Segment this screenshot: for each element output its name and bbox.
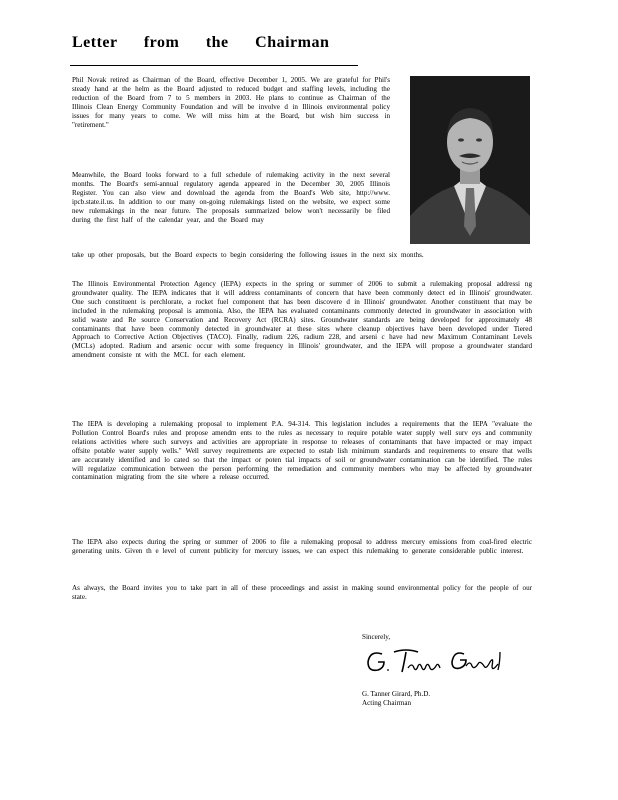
- portrait-photo: [410, 76, 530, 244]
- signer-block: [362, 690, 430, 708]
- signature-graphic: [360, 642, 520, 682]
- paragraph-6: As always, the Board invites you to take part in all of these proceedings and assist in making sound environmental policy for the people of our state.: [72, 584, 532, 601]
- closing: Sincerely,: [362, 633, 391, 641]
- title-underline: [70, 65, 358, 66]
- letter-title: Letter from the Chairman: [72, 34, 330, 51]
- portrait-illustration: [410, 76, 530, 244]
- paragraph-2: Meanwhile, the Board looks forward to a full schedule of rulemaking activity in the next several months. The Board's semi-annual regulatory agenda appeared in the December 30, 2005 Illinois Register. You can also view and download the agenda from the Board's Web site, http://www. ipcb.state.il.us. In addition to our many on-going rulemakings listed on the website, we expect some new rulemakings in the near future. The proposals summarized below won't necessarily be filed during the first half of the calendar year, and the Board may: [72, 171, 390, 224]
- paragraph-4: The IEPA is developing a rulemaking proposal to implement P.A. 94-314. This legislation includes a requirements that the IEPA "evaluate the Pollution Control Board's rules and propose amendm ents to the rules as necessary to require potable water supply well surv eys and community relations activities where such surveys and activities are appropriate in response to releases of contaminants that have impacted or may impact offsite potable water supply wells." Well survey requirements are expected to estab lish minimum standards and requirements to ensure that wells are accurately identified and lo cated so that the impact or poten tial impacts of soil or groundwater contamination can be identified. The rules will regulatize communication between the person performing the remediation and community members who may be affected by groundwater contamination migrating from the site where a release occurred.: [72, 420, 532, 482]
- paragraph-1: Phil Novak retired as Chairman of the Board, effective December 1, 2005. We are grateful for Phil's steady hand at the helm as the Board adjusted to reduced budget and staffing levels, including the reduction of the Board from 7 to 5 members in 2003. He plans to continue as Chairman of the Illinois Clean Energy Community Foundation and will be involve d in Illinois environmental policy issues for many years to come. We will miss him at the Board, but wish him success in "retirement.": [72, 76, 390, 129]
- signer-name: G. Tanner Girard, Ph.D.: [362, 690, 431, 698]
- signer-title: Acting Chairman: [362, 699, 412, 707]
- signature-handwritten: [360, 642, 520, 682]
- paragraph-5: The IEPA also expects during the spring or summer of 2006 to file a rulemaking proposal to address mercury emissions from coal-fired electric generating units. Given th e level of current publicity for mercury issues, we can expect this rulemaking to generate considerable public interest.: [72, 538, 532, 555]
- paragraph-2-continued: take up other proposals, but the Board expects to begin considering the following issues in the next six months.: [72, 251, 424, 259]
- paragraph-3: The Illinois Environmental Protection Agency (IEPA) expects in the spring or summer of 2006 to submit a rulemaking proposal addressi ng groundwater quality. The IEPA indicates that it will address contaminants of concern that have been commonly detect ed in Illinois' groundwater. One such constituent is perchlorate, a rocket fuel component that has been discovere d in Illinois' groundwater. Another constituent that may be included in the rulemaking proposal is ammonia. Also, the IEPA has evaluated contaminants commonly detected in groundwater in association with solid waste and Re source Conservation and Recovery Act (RCRA) sites. Groundwater standards are being developed for approximately 48 contaminants that have been commonly detected in groundwater at these sites where cleanup objectives have been developed under Tiered Approach to Corrective Action Objectives (TACO). Finally, radium 226, radium 228, and arseni c have had new Maximum Contaminant Levels (MCLs) adopted. Radium and arsenic occur with some frequency in Illinois' groundwater, and the IEPA will propose a groundwater standard amendment consiste nt with the MCL for each element.: [72, 280, 532, 360]
